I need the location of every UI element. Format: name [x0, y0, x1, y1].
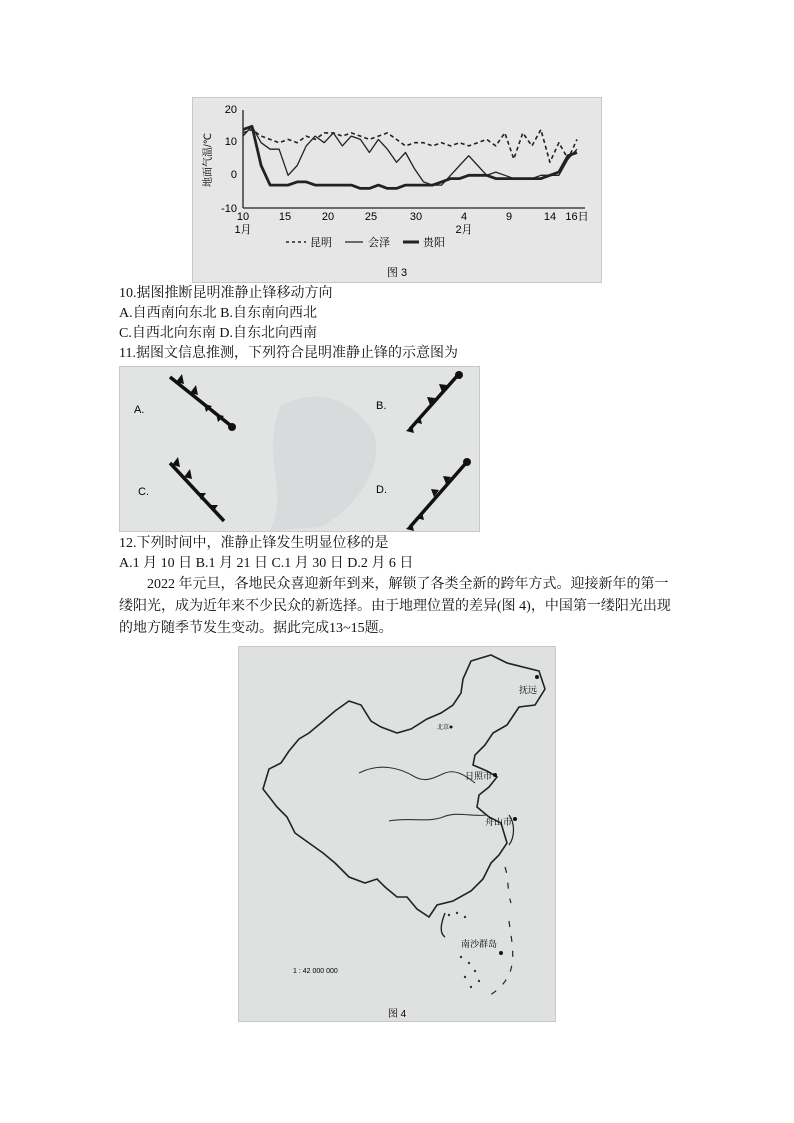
- x-tick-label: 30: [409, 211, 423, 223]
- question-11-stem: 11.据图文信息推测，下列符合昆明准静止锋的示意图为: [119, 346, 458, 361]
- question-10-options-row2: C.自西北向东南 D.自东北向西南: [119, 326, 317, 341]
- x-tick-label: 16日: [565, 211, 589, 223]
- y-tick-label: 0: [230, 169, 237, 181]
- figure-4-caption: 图 4: [387, 1009, 407, 1020]
- place-rizhao: 日照市: [465, 771, 493, 781]
- x-tick-labels: [234, 210, 588, 236]
- y-tick-labels: [221, 104, 237, 215]
- china-outline: [263, 655, 545, 937]
- series-line-贵阳: [243, 126, 577, 188]
- front-symbol-c: [170, 457, 224, 521]
- y-tick-label: 10: [224, 136, 237, 148]
- option-a-label: A.: [134, 404, 145, 416]
- faint-map-background: [270, 397, 376, 531]
- figure-4-china-map: [238, 646, 556, 1022]
- question-12-options: A.1 月 10 日 B.1 月 21 日 C.1 月 30 日 D.2 月 6 日: [119, 556, 414, 571]
- place-nansha: 南沙群岛: [461, 939, 498, 949]
- x-tick-label: 10: [236, 211, 250, 223]
- reading-passage: [119, 574, 679, 640]
- option-d-label: D.: [376, 484, 387, 496]
- question-11-front-diagrams: [119, 366, 480, 532]
- month-label-jan: 1月: [234, 224, 252, 236]
- option-b-label: B.: [376, 400, 387, 412]
- place-beijing: 北京: [437, 725, 450, 731]
- temperature-chart-svg: [193, 98, 601, 282]
- x-tick-label: 4: [460, 211, 468, 223]
- question-10-options-row1: A.自西南向东北 B.自东南向西北: [119, 306, 317, 321]
- y-axis-label: 地面气温/℃: [203, 132, 214, 188]
- y-tick-label: 20: [224, 104, 237, 116]
- series-line-会泽: [243, 126, 577, 185]
- question-12-stem: 12.下列时间中，准静止锋发生明显位移的是: [119, 536, 389, 551]
- front-symbol-b: [406, 371, 463, 433]
- passage-text: 2022 年元旦，各地民众喜迎新年到来，解锁了各类全新的跨年方式。迎接新年的第一缕阳光，成为近年来不少民众的新选择。由于地理位置的差异(图 4)，中国第一缕阳光出现的地方随季节发生变动。据此完成13~15题。: [119, 577, 671, 636]
- figure-3-temperature-chart: [192, 97, 602, 283]
- chart-axes: [243, 110, 585, 208]
- place-fuyuan: 抚远: [519, 685, 538, 695]
- front-symbol-a: [170, 374, 236, 431]
- legend-label-huize: 会泽: [368, 237, 390, 249]
- y-tick-label: -10: [221, 203, 237, 215]
- front-symbol-d: [406, 458, 471, 531]
- place-zhoushan: 舟山市: [485, 817, 513, 827]
- x-tick-label: 14: [543, 211, 557, 223]
- china-map-svg: [239, 647, 555, 1021]
- south-sea-islands: [448, 867, 513, 997]
- front-diagram-options: [120, 367, 479, 531]
- legend-label-kunming: 昆明: [310, 237, 332, 249]
- month-label-feb: 2月: [455, 224, 473, 236]
- question-10-stem: 10.据图推断昆明准静止锋移动方向: [119, 286, 333, 301]
- x-tick-label: 25: [364, 211, 378, 223]
- figure-3-caption: 图 3: [386, 267, 408, 279]
- chart-legend: [286, 235, 445, 249]
- x-tick-label: 20: [321, 211, 335, 223]
- legend-label-guiyang: 贵阳: [423, 237, 445, 249]
- option-c-label: C.: [138, 486, 149, 498]
- x-tick-label: 9: [505, 211, 513, 223]
- map-scale: 1 : 42 000 000: [293, 968, 338, 975]
- chart-series: [243, 126, 577, 188]
- series-line-昆明: [243, 130, 577, 163]
- x-tick-label: 15: [278, 211, 292, 223]
